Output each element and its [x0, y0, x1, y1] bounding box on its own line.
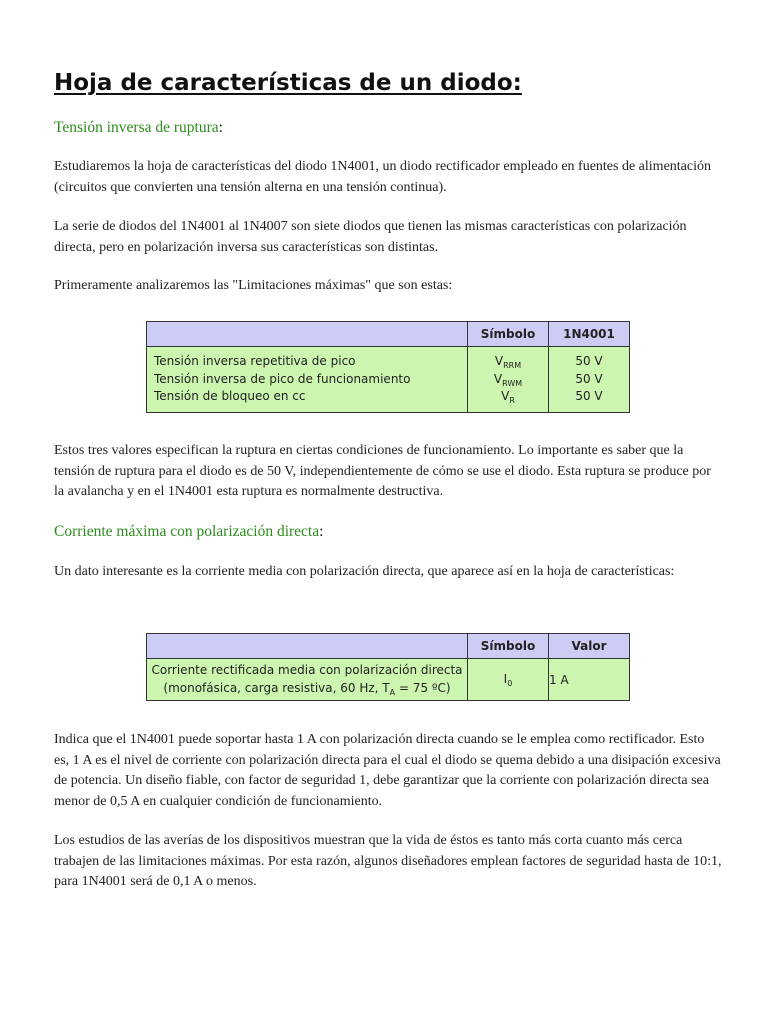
- ratings-symbols-cell: [468, 347, 549, 413]
- current-label-conditions: (monofásica, carga resistiva, 60 Hz, $T_A = 75$ ºC): [163, 680, 451, 697]
- paragraph-limits-intro: Primeramente analizaremos las "Limitaciones máximas" que son estas:: [54, 278, 453, 293]
- current-label-cell: [147, 659, 468, 701]
- rating-symbol: $V_{RWM}$: [493, 371, 523, 388]
- table-header-row: [147, 322, 630, 347]
- rating-value: 50 V: [575, 354, 603, 368]
- table-header-row: [147, 634, 630, 659]
- rating-value: 50 V: [575, 389, 603, 403]
- rating-label: Tensión de bloqueo en cc: [154, 389, 306, 403]
- current-value-cell: 1 A: [549, 659, 630, 701]
- section-heading-colon: :: [319, 523, 324, 540]
- rating-label: Tensión inversa repetitiva de pico: [154, 354, 356, 368]
- max-ratings-table: [146, 321, 630, 413]
- table-row: [147, 659, 630, 701]
- rating-label: Tensión inversa de pico de funcionamiento: [154, 371, 411, 386]
- paragraph-breakdown: Estos tres valores especifican la ruptura en ciertas condiciones de funcionamiento. Lo importante es saber que la tensión de ruptura para el diodo es de 50 V, independientemente de cómo se use el diodo. Esta ruptura se produce por la avalancha y en el 1N4001 esta ruptura es normalmente destructiva.: [54, 443, 711, 499]
- section-heading-forward-current: [54, 523, 323, 541]
- table-header-value: Valor: [549, 634, 630, 659]
- section-heading-colon: :: [218, 119, 223, 136]
- ratings-values-cell: [549, 347, 630, 413]
- rating-symbol: $V_{RRM}$: [494, 354, 522, 370]
- rating-value: 50 V: [575, 371, 603, 386]
- current-symbol: $I_0$: [503, 671, 513, 688]
- paragraph-series: La serie de diodos del 1N4001 al 1N4007 son siete diodos que tienen las mismas características con polarización directa, pero en polarización inversa sus características son distintas.: [54, 219, 687, 255]
- table-header-symbol: Símbolo: [468, 634, 549, 659]
- forward-current-table: [146, 633, 630, 701]
- paragraph-forward-intro: Un dato interesante es la corriente media con polarización directa, que aparece así en la hoja de características:: [54, 564, 675, 579]
- section-heading-text: Corriente máxima con polarización directa: [54, 523, 320, 540]
- table-header-blank: [147, 322, 468, 347]
- rating-symbol: $V_R$: [501, 389, 515, 405]
- table-header-symbol: Símbolo: [468, 322, 549, 347]
- table-row: [147, 347, 630, 413]
- section-heading-reverse-voltage: [54, 119, 223, 137]
- paragraph-intro: Estudiaremos la hoja de características del diodo 1N4001, un diodo rectificador empleado en fuentes de alimentación (circuitos que convierten una tensión alterna en una tensión continua).: [54, 159, 711, 195]
- current-symbol-cell: [468, 659, 549, 701]
- current-label-line: Corriente rectificada media con polarización directa: [151, 663, 463, 677]
- ratings-labels-cell: [147, 347, 468, 413]
- page-title: Hoja de características de un diodo:: [54, 70, 522, 96]
- paragraph-forward-limit: Indica que el 1N4001 puede soportar hasta 1 A con polarización directa cuando se le emplea como rectificador. Esto es, 1 A es el nivel de corriente con polarización directa para el cual el diodo se quema debido a una disipación excesiva de potencia. Un diseño fiable, con factor de seguridad 1, debe garantizar que la corriente con polarización directa sea menor de 0,5 A en cualquier condición de funcionamiento.: [54, 732, 721, 809]
- table-header-blank: [147, 634, 468, 659]
- table-header-1n4001: 1N4001: [549, 322, 630, 347]
- paragraph-safety-factor: Los estudios de las averías de los dispositivos muestran que la vida de éstos es tanto más corta cuanto más cerca trabajen de las limitaciones máximas. Por esta razón, algunos diseñadores emplean factores de seguridad hasta de 10:1, para 1N4001 será de 0,1 A o menos.: [54, 833, 722, 889]
- section-heading-text: Tensión inversa de ruptura: [54, 119, 219, 136]
